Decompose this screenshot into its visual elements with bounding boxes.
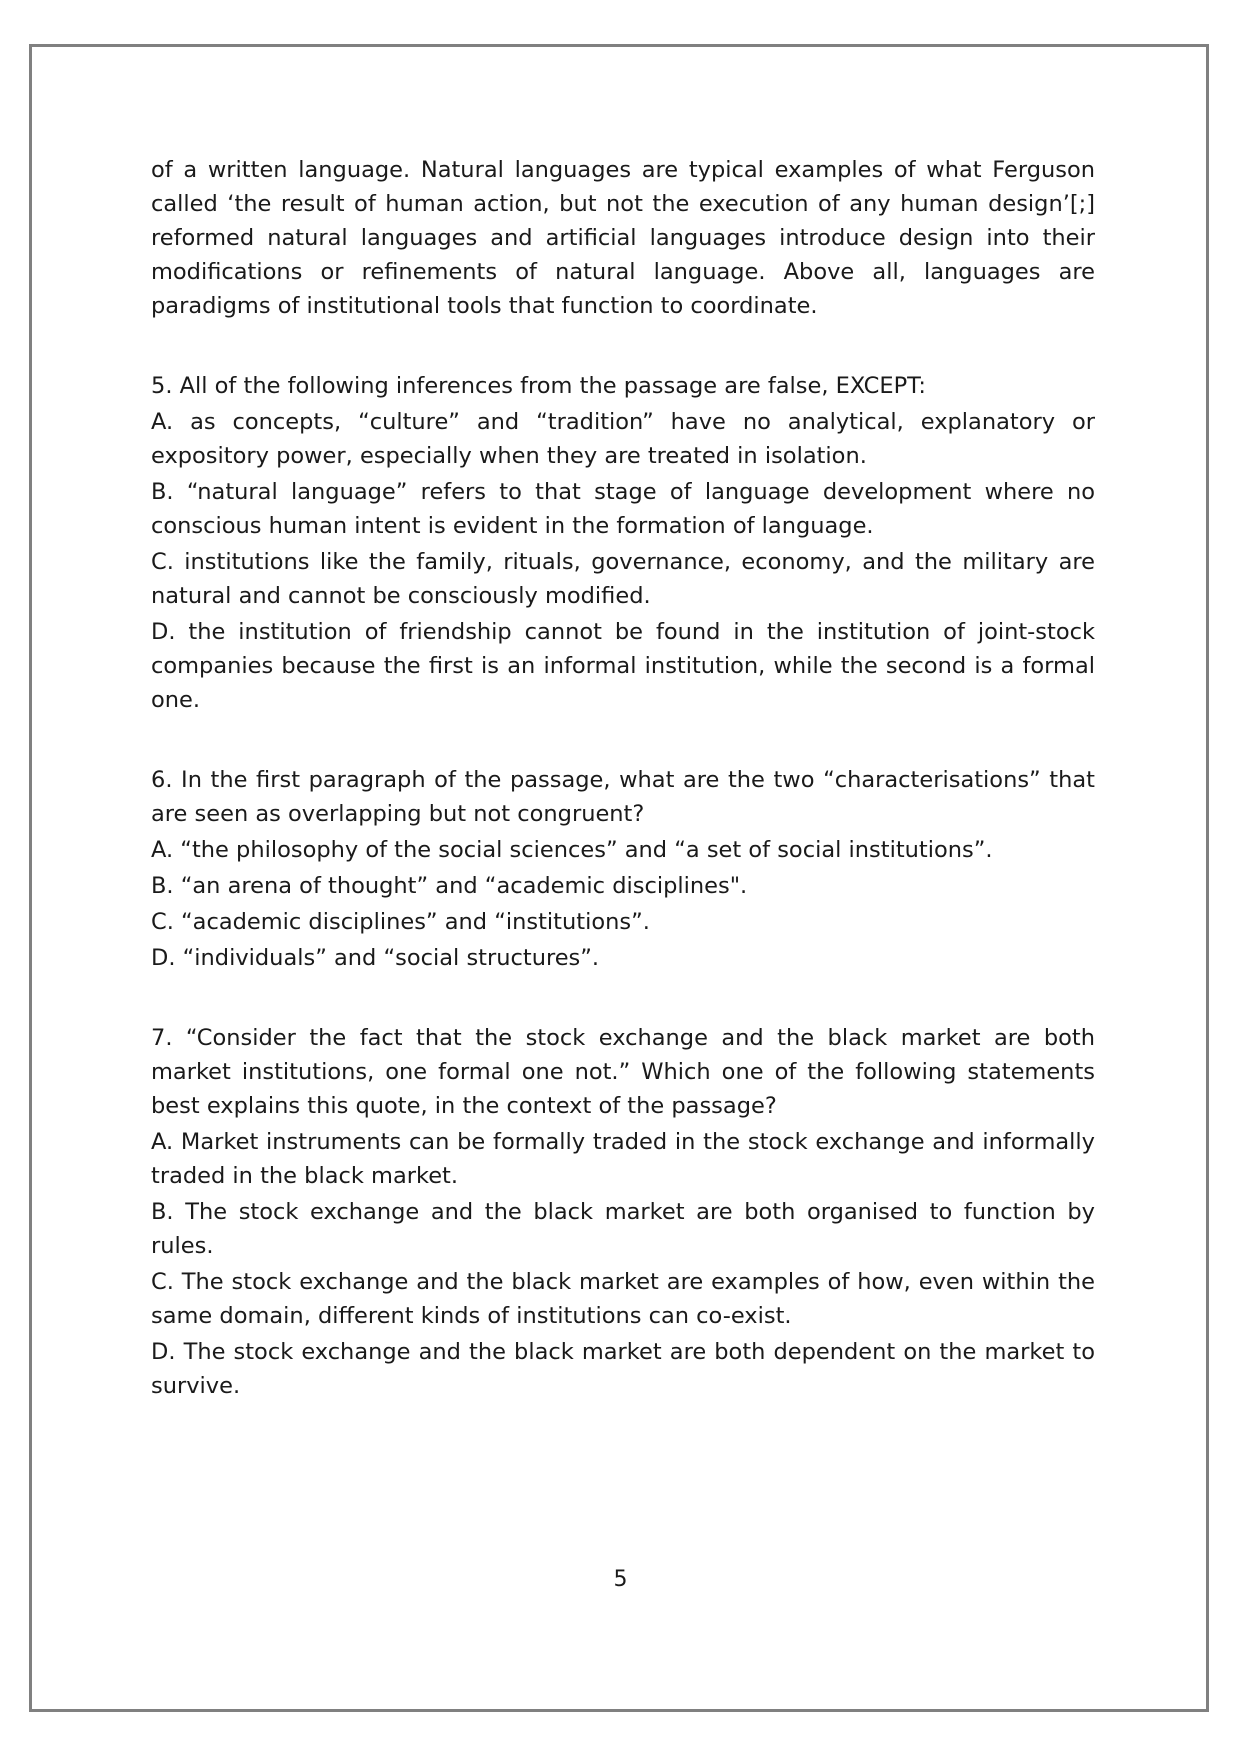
question-stem: 5. All of the following inferences from the passage are false, EXCEPT: bbox=[151, 373, 926, 399]
option-c: C. The stock exchange and the black market are examples of how, even within the same domain, different kinds of institutions can co-exist. bbox=[151, 1269, 1095, 1329]
option-a: A. as concepts, “culture” and “tradition” have no analytical, explanatory or expository power, especially when they are treated in isolation. bbox=[151, 409, 1095, 469]
option-d: D. “individuals” and “social structures”. bbox=[151, 945, 600, 971]
option-a: A. Market instruments can be formally traded in the stock exchange and informally traded in the black market. bbox=[151, 1129, 1095, 1189]
question-6 bbox=[151, 763, 1095, 975]
option-d: D. the institution of friendship cannot be found in the institution of joint-stock companies because the first is an informal institution, while the second is a formal one. bbox=[151, 619, 1095, 713]
intro-paragraph: of a written language. Natural languages are typical examples of what Ferguson called ‘the result of human action, but not the execution of any human design’[;] reformed natural languages and artificial languages introduce design into their modifications or refinements of natural language. Above all, languages are paradigms of institutional tools that function to coordinate. bbox=[151, 157, 1095, 319]
question-5 bbox=[151, 369, 1095, 717]
option-b: B. “an arena of thought” and “academic disciplines". bbox=[151, 873, 748, 899]
question-7 bbox=[151, 1021, 1095, 1403]
option-b: B. “natural language” refers to that stage of language development where no conscious human intent is evident in the formation of language. bbox=[151, 479, 1095, 539]
question-stem: 6. In the first paragraph of the passage, what are the two “characterisations” that are seen as overlapping but not congruent? bbox=[151, 767, 1095, 827]
document-body bbox=[151, 153, 1095, 1403]
option-b: B. The stock exchange and the black market are both organised to function by rules. bbox=[151, 1199, 1095, 1259]
page-number: 5 bbox=[613, 1567, 628, 1592]
option-c: C. institutions like the family, rituals, governance, economy, and the military are natural and cannot be consciously modified. bbox=[151, 549, 1095, 609]
option-a: A. “the philosophy of the social sciences” and “a set of social institutions”. bbox=[151, 837, 993, 863]
option-c: C. “academic disciplines” and “institutions”. bbox=[151, 909, 650, 935]
question-stem: 7. “Consider the fact that the stock exchange and the black market are both market institutions, one formal one not.” Which one of the following statements best explains this quote, in the context of the passage? bbox=[151, 1025, 1095, 1119]
option-d: D. The stock exchange and the black market are both dependent on the market to survive. bbox=[151, 1339, 1095, 1399]
